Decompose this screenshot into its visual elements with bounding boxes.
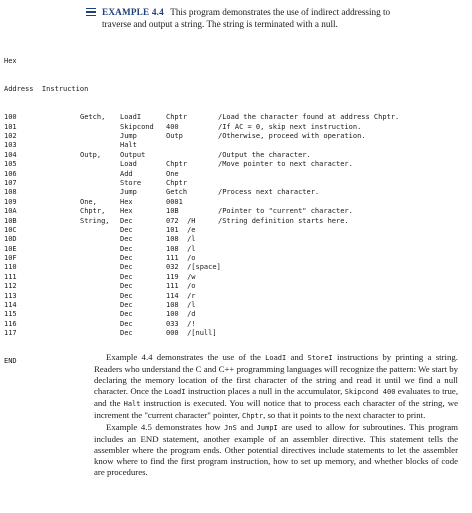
code-row [4, 122, 362, 132]
code-opcode: LoadI [120, 113, 142, 122]
code-address: 107 [4, 178, 17, 187]
code-operand: 100 /d [166, 310, 196, 319]
code-address: 10E [4, 244, 17, 253]
code-opcode: Dec [120, 225, 133, 234]
code-footer-end: END [4, 357, 17, 366]
code-opcode: Add [120, 169, 133, 178]
code-opcode: Output [120, 150, 146, 159]
code-address: 101 [4, 122, 17, 131]
code-row [4, 197, 183, 207]
code-operand: 0001 [166, 197, 183, 206]
code-opcode: Dec [120, 263, 133, 272]
code-row [4, 178, 188, 188]
example-caption-line2: traverse and output a string. The string is terminated with a null. [102, 19, 338, 29]
code-opcode: Dec [120, 244, 133, 253]
code-operand: 101 /e [166, 225, 196, 234]
code-comment: /Process next character. [218, 188, 320, 197]
code-operand: 000 /[null] [166, 329, 217, 338]
code-address: 105 [4, 160, 17, 169]
code-comment: /Otherwise, proceed with operation. [218, 132, 366, 140]
code-operand: 108 /l [166, 235, 196, 244]
code-opcode: Jump [120, 132, 137, 140]
code-address: 10C [4, 225, 17, 234]
code-operand: 111 /o [166, 282, 196, 291]
code-operand: Chptr [166, 113, 188, 122]
code-comment: /Pointer to "current" character. [218, 207, 353, 216]
code-opcode: Dec [120, 254, 133, 263]
explanation-text [94, 352, 458, 478]
code-row [4, 291, 196, 301]
code-opcode: Halt [120, 141, 137, 150]
code-address: 115 [4, 310, 17, 319]
code-label: Getch, [80, 113, 106, 122]
code-address: 10F [4, 254, 17, 263]
paragraph-1: Example 4.4 demonstrates the use of the LoadI and StoreI instructions by printing a string. Readers who understand the C and C++ programming languages will recognize the pattern: We start by declaring the memory location of the first character of the string and read it until we find a null character. Once the LoadI instruction places a null in the accumulator, Skipcond 400 evaluates to true, and the Halt instruction is executed. You will notice that to process each character of the string, we increment the "current character" pointer, Chptr, so that it points to the next character to print. [94, 352, 459, 420]
code-operand: One [166, 169, 179, 178]
code-comment: /Load the character found at address Chptr. [218, 113, 400, 122]
code-comment: /If AC = 0, skip next instruction. [218, 122, 362, 131]
code-label: One, [80, 197, 97, 206]
code-row [4, 216, 349, 226]
code-row [4, 310, 196, 319]
code-operand: 119 /w [166, 272, 196, 281]
code-row [4, 263, 221, 272]
code-address: 111 [4, 272, 17, 281]
code-opcode: Hex [120, 197, 133, 206]
code-opcode: Dec [120, 291, 133, 300]
code-address: 10D [4, 235, 17, 244]
code-address: 117 [4, 329, 17, 338]
code-row [4, 188, 320, 197]
example-caption-line1: This program demonstrates the use of indirect addressing to [170, 7, 391, 17]
code-opcode: Jump [120, 188, 137, 197]
example-label: EXAMPLE 4.4 [102, 7, 164, 17]
code-row [4, 244, 196, 254]
code-address: 113 [4, 291, 17, 300]
code-address: 106 [4, 169, 17, 178]
code-operand: 108 /l [166, 244, 196, 253]
code-label: Outp, [80, 150, 102, 159]
code-row [4, 141, 137, 150]
code-comment: /String definition starts here. [218, 216, 349, 225]
code-row [4, 254, 196, 263]
code-row [4, 301, 196, 310]
code-address: 114 [4, 301, 17, 310]
list-icon [86, 8, 96, 16]
code-row [4, 225, 196, 235]
code-row [4, 235, 196, 244]
code-address: 108 [4, 188, 17, 197]
code-address: 103 [4, 141, 17, 150]
code-row [4, 207, 353, 216]
code-address: 112 [4, 282, 17, 291]
code-operand: 072 /H [166, 216, 196, 225]
code-header-address: Address Instruction [4, 85, 89, 94]
code-header-hex: Hex [4, 56, 17, 65]
code-operand: Chptr [166, 178, 188, 187]
code-operand: 033 /! [166, 319, 196, 328]
code-operand: 400 [166, 122, 179, 131]
code-operand: Getch [166, 188, 188, 197]
code-row [4, 160, 353, 169]
code-address: 104 [4, 150, 17, 159]
code-operand: Chptr [166, 160, 188, 169]
code-address: 10B [4, 216, 17, 225]
code-opcode: Store [120, 178, 142, 187]
code-operand: 111 /o [166, 254, 196, 263]
code-opcode: Dec [120, 329, 133, 338]
code-address: 110 [4, 263, 17, 272]
code-address: 100 [4, 113, 17, 122]
code-row [4, 272, 196, 282]
code-opcode: Load [120, 160, 137, 169]
code-opcode: Dec [120, 216, 133, 225]
code-row [4, 150, 311, 160]
code-row [4, 132, 366, 141]
code-listing [4, 38, 400, 376]
code-opcode: Dec [120, 310, 133, 319]
code-opcode: Skipcond [120, 122, 154, 131]
code-opcode: Dec [120, 272, 133, 281]
code-row [4, 113, 400, 122]
code-row [4, 329, 217, 338]
code-comment: /Move pointer to next character. [218, 160, 353, 169]
code-rows [4, 113, 400, 338]
code-address: 116 [4, 319, 17, 328]
code-opcode: Hex [120, 207, 133, 216]
paragraph-2: Example 4.5 demonstrates how JnS and JumpI are used to allow for subroutines. This program includes an END statement, another example of an assembler directive. This statement tells the assembler where the program ends. Other potential directives include statements to let the assembler know where to find the first program instruction, how to set up memory, and whether blocks of code are procedures. [94, 422, 458, 477]
code-opcode: Dec [120, 235, 133, 244]
code-row [4, 319, 196, 329]
example-header [86, 6, 466, 30]
code-opcode: Dec [120, 319, 133, 328]
code-opcode: Dec [120, 282, 133, 291]
code-label: String, [80, 216, 110, 225]
code-comment: /Output the character. [218, 150, 311, 159]
code-address: 10A [4, 207, 17, 216]
code-operand: 114 /r [166, 291, 196, 300]
code-operand: 10B [166, 207, 179, 216]
code-opcode: Dec [120, 301, 133, 310]
code-operand: 108 /l [166, 301, 196, 310]
code-row [4, 169, 179, 179]
code-operand: Outp [166, 132, 183, 140]
code-row [4, 282, 196, 291]
code-label: Chptr, [80, 207, 106, 216]
code-address: 102 [4, 132, 17, 140]
code-address: 109 [4, 197, 17, 206]
code-operand: 032 /[space] [166, 263, 221, 272]
